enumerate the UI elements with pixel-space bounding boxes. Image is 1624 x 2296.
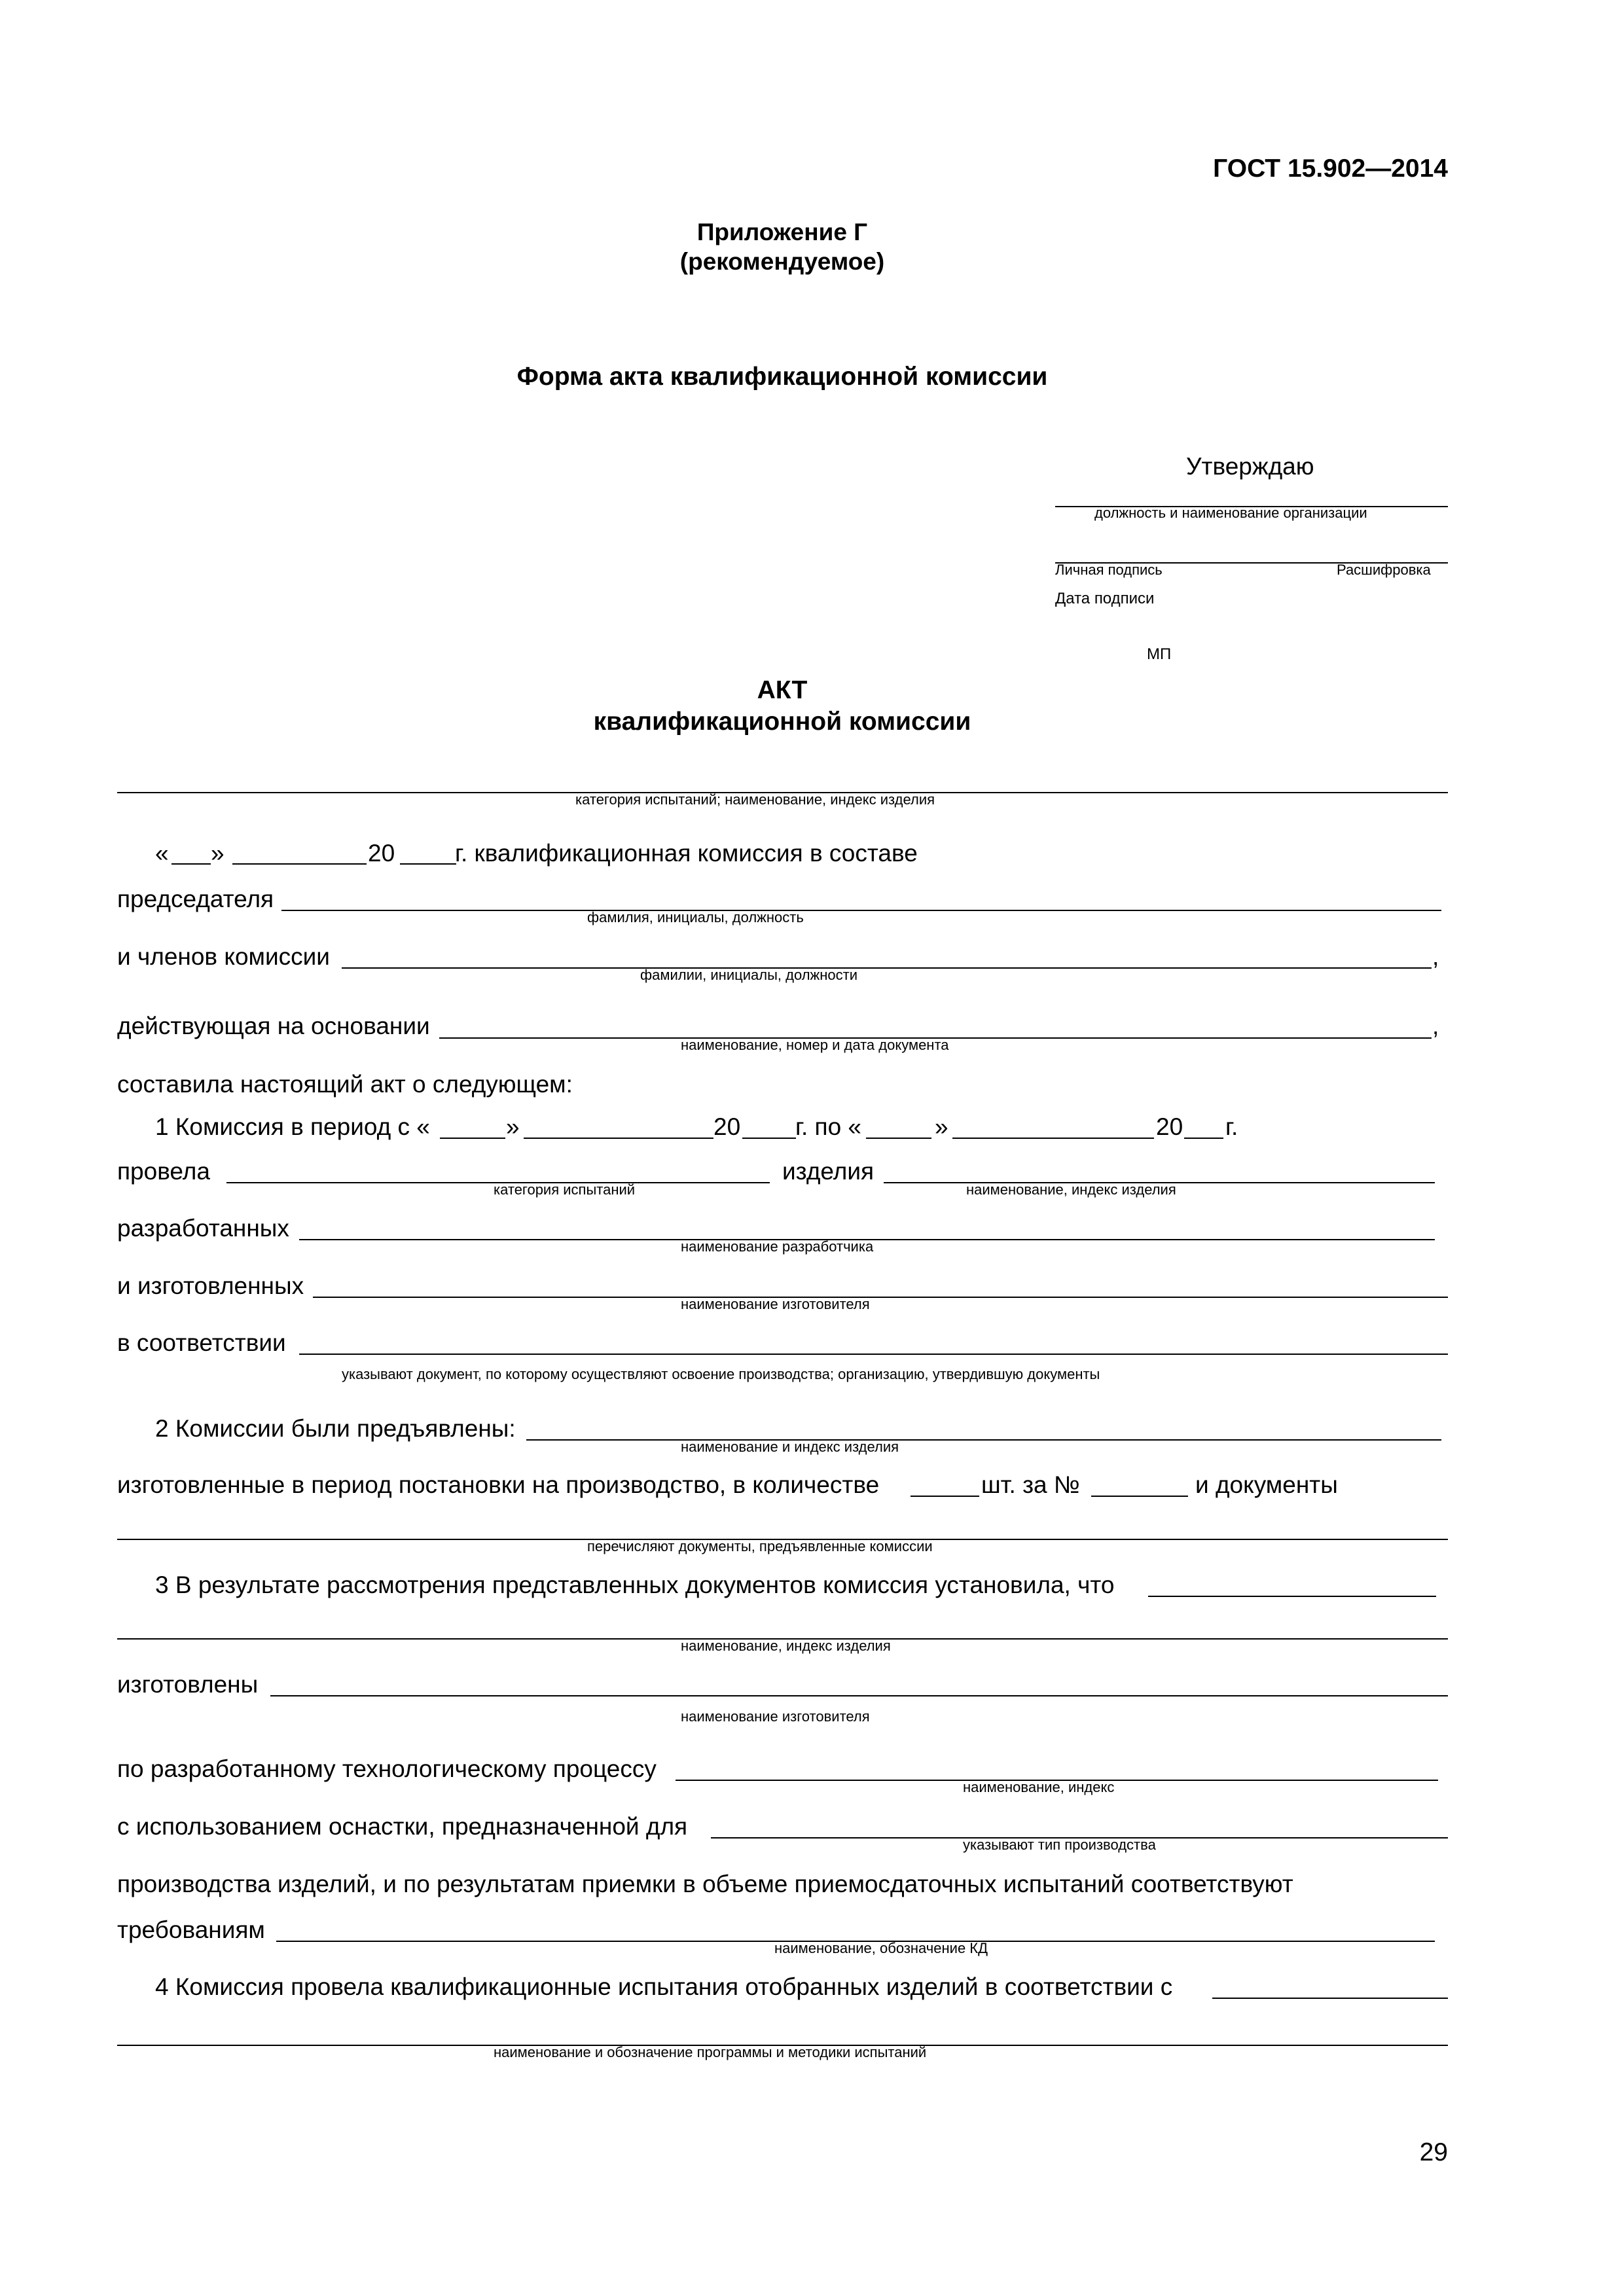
item1-period: 1 Комиссия в период с «	[155, 1113, 430, 1140]
signature-caption: Личная подпись	[1055, 562, 1163, 578]
tests-line	[1212, 1998, 1448, 1999]
approver-position-caption: должность и наименование организации	[1094, 505, 1367, 521]
approve-label: Утверждаю	[1186, 453, 1314, 480]
item1-end-month-line	[952, 1138, 1154, 1139]
year-prefix: 20	[368, 840, 395, 867]
requirements-caption: наименование, обозначение КД	[774, 1940, 988, 1956]
made-caption: наименование изготовителя	[681, 1708, 870, 1725]
year-line	[400, 863, 456, 865]
item1-end-year-line	[1184, 1138, 1223, 1139]
held-caption: категория испытаний	[494, 1181, 636, 1198]
act-subtitle: квалификационной комиссии	[593, 708, 971, 736]
appendix-title: Приложение Г	[696, 219, 868, 245]
manufactured-caption: наименование изготовителя	[681, 1296, 870, 1312]
members-caption: фамилии, инициалы, должности	[640, 967, 858, 983]
date-quote-open: «	[155, 840, 169, 867]
members-comma: ,	[1432, 943, 1439, 970]
signature-date-label: Дата подписи	[1055, 590, 1155, 607]
tooling-caption: указывают тип производства	[963, 1837, 1156, 1853]
item1-end-year-prefix: 20	[1156, 1113, 1183, 1140]
commission-composition: г. квалификационная комиссия в составе	[455, 840, 918, 867]
process-caption: наименование, индекс	[963, 1779, 1115, 1795]
requirements-label: требованиям	[117, 1916, 265, 1943]
act-title: АКТ	[757, 676, 808, 704]
docs-caption: перечисляют документы, предъявленные комиссии	[587, 1538, 933, 1554]
basis-comma: ,	[1432, 1013, 1439, 1039]
made-in-label: изготовленные в период постановки на производство, в количестве	[117, 1471, 880, 1498]
item1-start-day-line	[440, 1138, 505, 1139]
item1-year-end: г.	[1225, 1113, 1238, 1140]
members-label: и членов комиссии	[117, 943, 330, 970]
tests-caption: наименование и обозначение программы и методики испытаний	[494, 2044, 927, 2060]
result-label: 3 В результате рассмотрения представленных документов комиссия установила, что	[155, 1571, 1115, 1598]
developed-caption: наименование разработчика	[681, 1238, 874, 1255]
date-quote-close: »	[211, 840, 225, 867]
chairman-line	[281, 910, 1441, 911]
tooling-label: с использованием оснастки, предназначенной для	[117, 1813, 688, 1840]
developed-label: разработанных	[117, 1215, 289, 1242]
quantity-line	[911, 1496, 979, 1497]
basis-label: действующая на основании	[117, 1013, 430, 1039]
standard-number: ГОСТ 15.902—2014	[1213, 154, 1448, 183]
form-title: Форма акта квалификационной комиссии	[516, 363, 1048, 391]
products-caption: наименование, индекс изделия	[966, 1181, 1176, 1198]
item1-by: г. по «	[795, 1113, 862, 1140]
item1-start-quote-close: »	[506, 1113, 520, 1140]
process-label: по разработанному технологическому процессу	[117, 1755, 657, 1782]
members-line	[342, 967, 1432, 969]
result-caption: наименование, индекс изделия	[681, 1638, 891, 1654]
basis-caption: наименование, номер и дата документа	[681, 1037, 949, 1053]
manufactured-label: и изготовленных	[117, 1272, 304, 1299]
decoding-caption: Расшифровка	[1337, 562, 1431, 578]
production-text: производства изделий, и по результатам приемки в объеме приемосдаточных испытаний соответствуют	[117, 1871, 1293, 1897]
item1-end-day-line	[866, 1138, 931, 1139]
result-line	[1148, 1596, 1436, 1597]
category-caption: категория испытаний; наименование, индекс изделия	[575, 791, 935, 808]
held-label: провела	[117, 1158, 210, 1185]
chairman-label: председателя	[117, 886, 274, 912]
day-line	[171, 863, 211, 865]
accordance-line	[299, 1354, 1448, 1355]
number-line	[1091, 1496, 1188, 1497]
presented-label: 2 Комиссии были предъявлены:	[155, 1415, 516, 1442]
and-docs-label: и документы	[1195, 1471, 1338, 1498]
presented-line	[526, 1439, 1441, 1441]
chairman-caption: фамилия, инициалы, должность	[587, 909, 804, 925]
item1-start-year-prefix: 20	[713, 1113, 741, 1140]
manufactured-line	[313, 1297, 1448, 1298]
item1-start-month-line	[524, 1138, 713, 1139]
month-line	[232, 863, 367, 865]
tests-label: 4 Комиссия провела квалификационные испытания отобранных изделий в соответствии с	[155, 1973, 1173, 2000]
page-number: 29	[1419, 2138, 1448, 2166]
accordance-label: в соответствии	[117, 1329, 286, 1356]
products-label: изделия	[782, 1158, 875, 1185]
pcs-label: шт. за №	[981, 1471, 1080, 1498]
item1-end-quote-close: »	[935, 1113, 948, 1140]
made-line	[270, 1695, 1448, 1696]
made-label: изготовлены	[117, 1671, 259, 1698]
compiled-text: составила настоящий акт о следующем:	[117, 1071, 573, 1098]
item1-start-year-line	[742, 1138, 796, 1139]
accordance-caption: указывают документ, по которому осуществляют освоение производства; организацию, утвердившую документы	[342, 1366, 1100, 1382]
presented-caption: наименование и индекс изделия	[681, 1439, 899, 1455]
stamp-label: МП	[1147, 645, 1172, 663]
appendix-note: (рекомендуемое)	[679, 248, 885, 275]
